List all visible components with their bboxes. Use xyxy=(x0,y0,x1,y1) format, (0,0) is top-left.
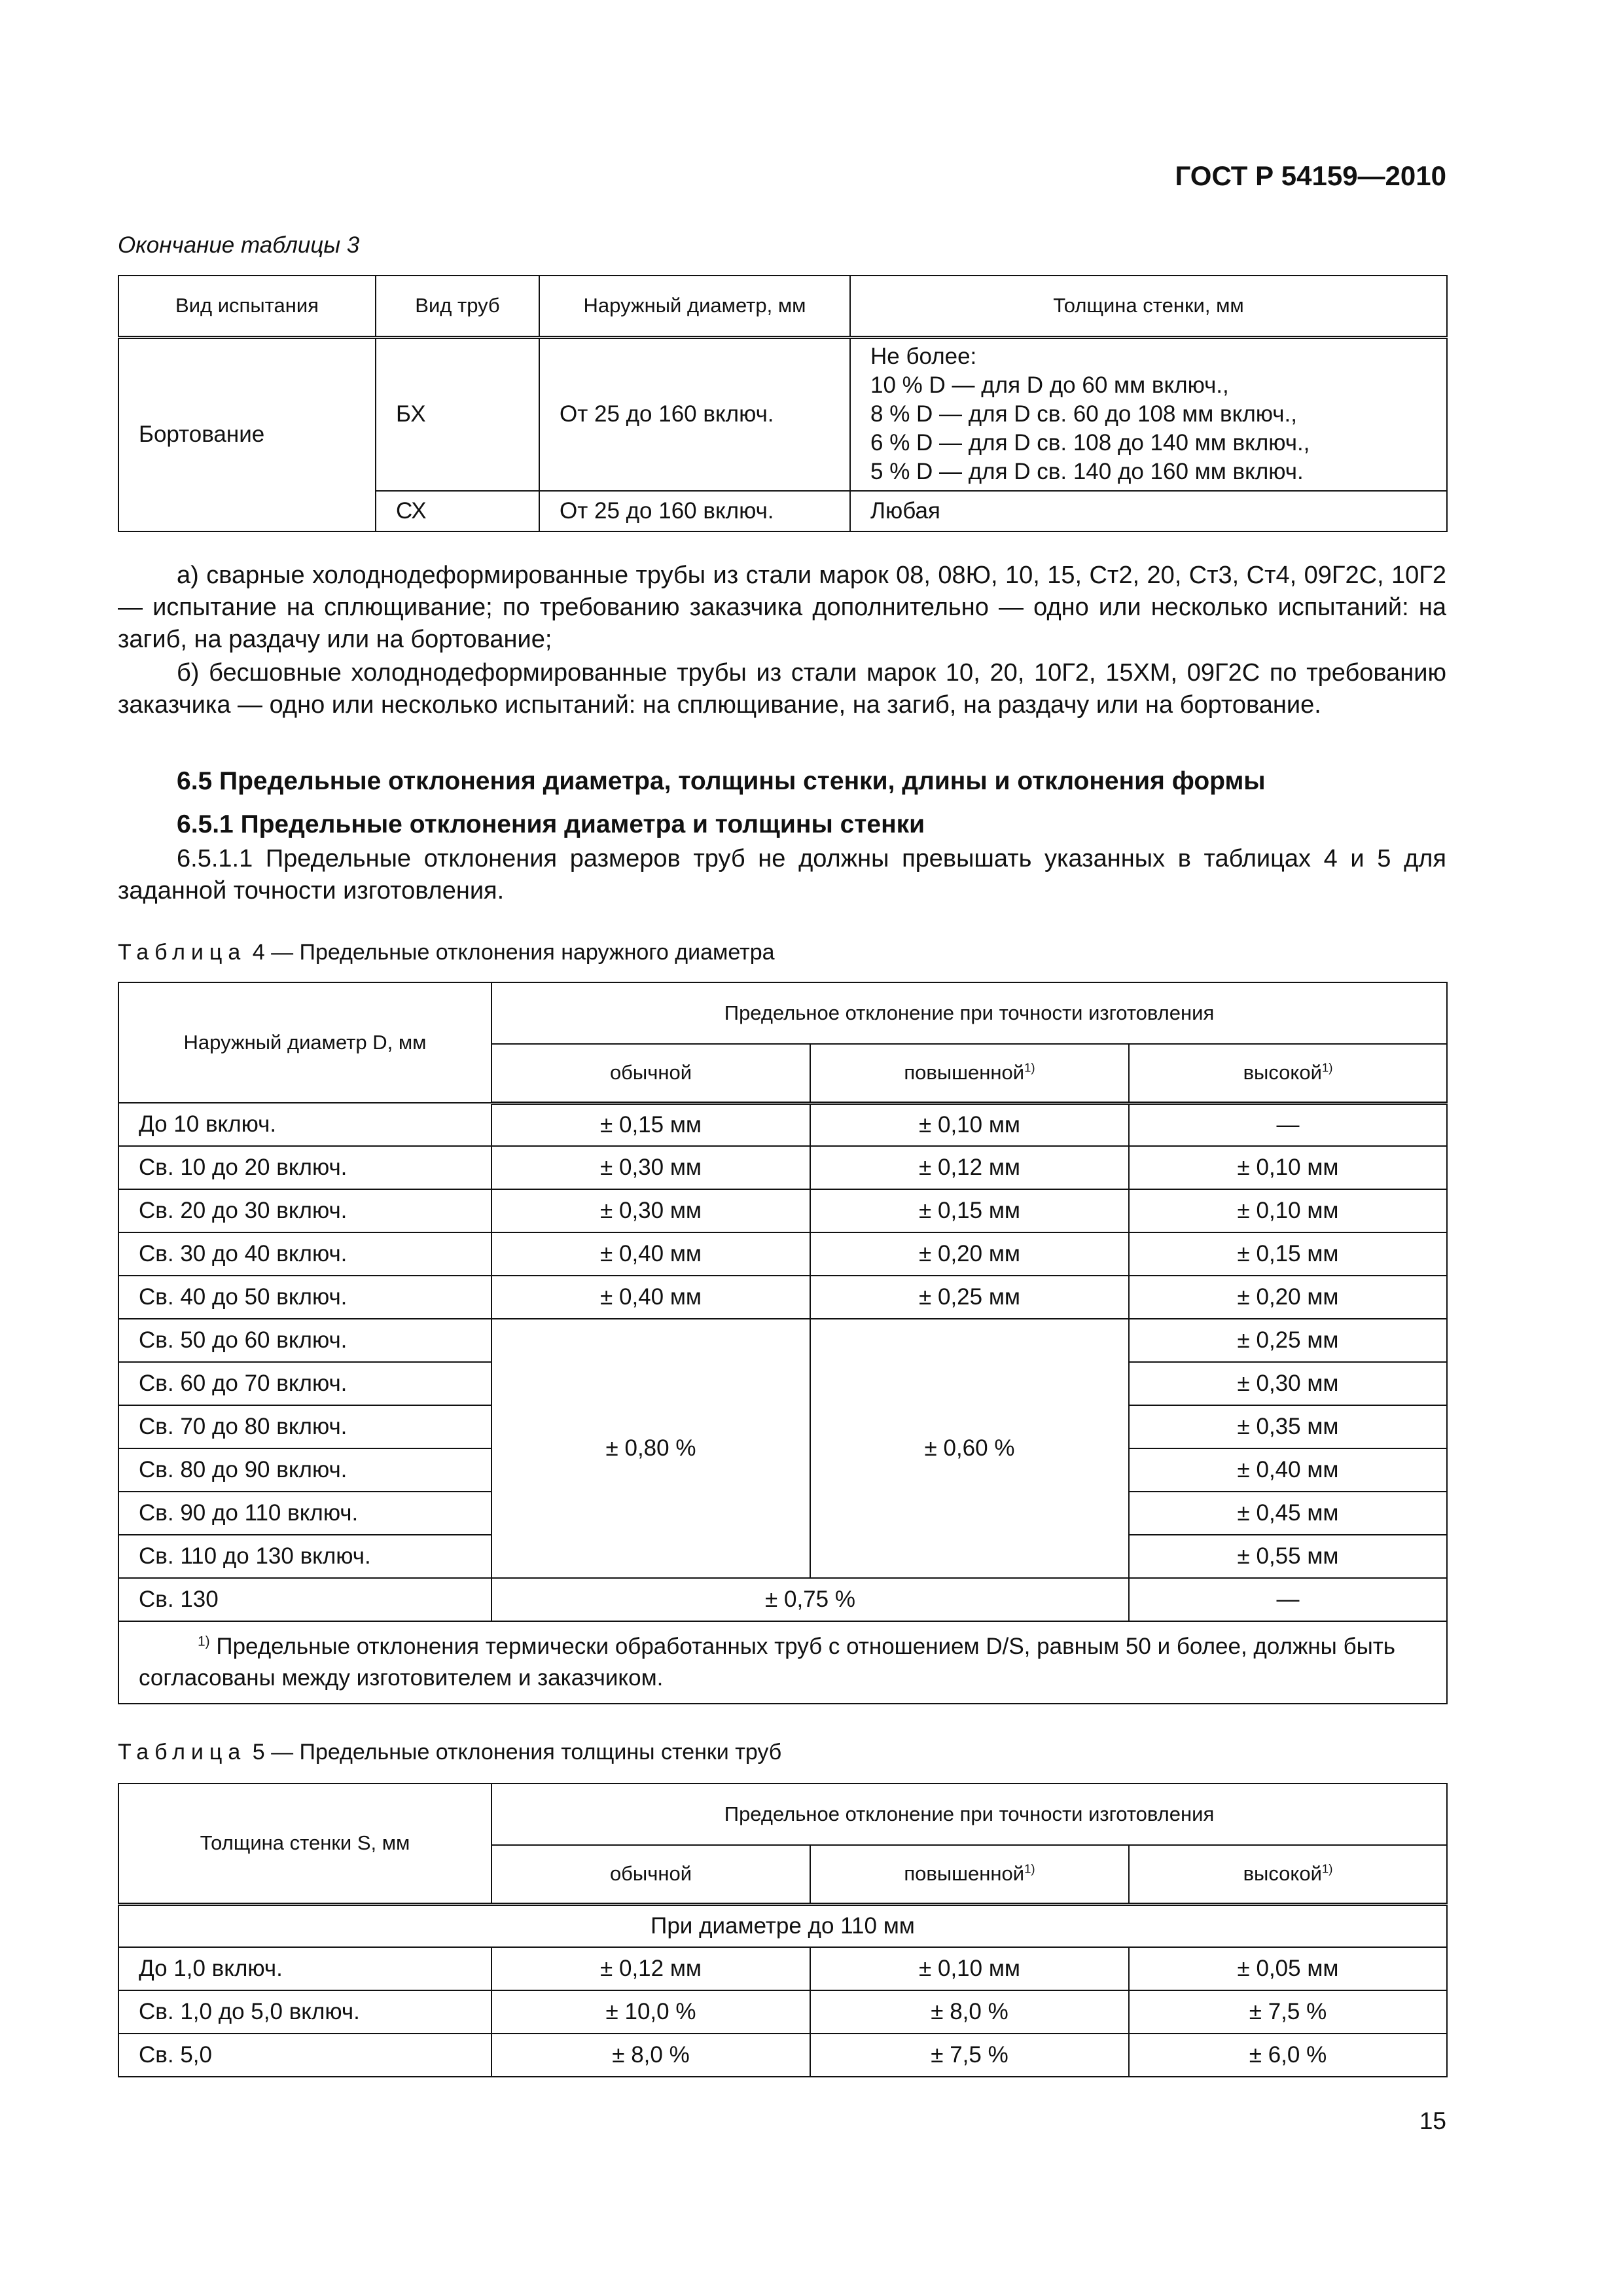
table4-diameter: Св. 50 до 60 включ. xyxy=(118,1319,491,1362)
table5-header-thickness: Толщина стенки S, мм xyxy=(118,1784,491,1904)
document-code: ГОСТ Р 54159—2010 xyxy=(1175,160,1446,191)
footnote-mark: 1) xyxy=(1024,1060,1035,1075)
table4-diameter: Св. 80 до 90 включ. xyxy=(118,1448,491,1492)
table5-thickness: Св. 1,0 до 5,0 включ. xyxy=(118,1990,491,2034)
table4-increased: ± 0,20 мм xyxy=(810,1232,1129,1276)
table4-diameter: Св. 110 до 130 включ. xyxy=(118,1535,491,1578)
table4-high: ± 0,15 мм xyxy=(1129,1232,1447,1276)
table4-header-diameter: Наружный диаметр D, мм xyxy=(118,982,491,1103)
table4-header-increased xyxy=(810,1044,1129,1103)
table4-high: ± 0,40 мм xyxy=(1129,1448,1447,1492)
table3-header-diameter: Наружный диаметр, мм xyxy=(539,276,850,337)
table5-header-normal: обычной xyxy=(491,1845,810,1904)
table4-normal: ± 0,40 мм xyxy=(491,1232,810,1276)
table5-header-increased-label: повышенной xyxy=(904,1862,1025,1886)
table4-diameter: До 10 включ. xyxy=(118,1103,491,1146)
table5-section-row: При диаметре до 110 мм xyxy=(118,1904,1447,1947)
table4-caption xyxy=(118,940,775,965)
table4-high: ± 0,10 мм xyxy=(1129,1189,1447,1232)
table5-normal: ± 0,12 мм xyxy=(491,1947,810,1990)
table5-thickness: Св. 5,0 xyxy=(118,2034,491,2077)
table4-normal: ± 0,30 мм xyxy=(491,1146,810,1189)
footnote-mark: 1) xyxy=(1024,1861,1035,1876)
table3 xyxy=(118,275,1448,532)
page-number: 15 xyxy=(1419,2108,1446,2134)
table4-header-group: Предельное отклонение при точности изготовления xyxy=(491,982,1447,1044)
footnote-mark: 1) xyxy=(198,1634,210,1649)
table4-high: ± 0,45 мм xyxy=(1129,1492,1447,1535)
thickness-line: Не более: xyxy=(870,344,977,370)
table5-caption-title: 5 — Предельные отклонения толщины стенки труб xyxy=(246,1740,782,1765)
table4-header-increased-label: повышенной xyxy=(904,1061,1025,1085)
table4-high: ± 0,35 мм xyxy=(1129,1405,1447,1448)
table4-diameter: Св. 10 до 20 включ. xyxy=(118,1146,491,1189)
table4-caption-word: Таблица xyxy=(118,940,247,965)
table4-increased: ± 0,15 мм xyxy=(810,1189,1129,1232)
table4-high: ± 0,30 мм xyxy=(1129,1362,1447,1405)
table4-diameter: Св. 130 xyxy=(118,1578,491,1621)
table4-increased-merged: ± 0,60 % xyxy=(810,1319,1129,1578)
table5-high: ± 6,0 % xyxy=(1129,2034,1447,2077)
table5-increased: ± 7,5 % xyxy=(810,2034,1129,2077)
table5 xyxy=(118,1783,1448,2077)
table3-test-type: Бортование xyxy=(118,337,376,531)
table4-high: ± 0,10 мм xyxy=(1129,1146,1447,1189)
table4-increased: ± 0,10 мм xyxy=(810,1103,1129,1146)
table4-caption-title: 4 — Предельные отклонения наружного диаметра xyxy=(246,940,775,965)
footnote-mark: 1) xyxy=(1321,1060,1333,1075)
table4-high: ± 0,55 мм xyxy=(1129,1535,1447,1578)
table5-header-increased xyxy=(810,1845,1129,1904)
table4-high: — xyxy=(1129,1103,1447,1146)
table4 xyxy=(118,982,1448,1704)
table3-diameter: От 25 до 160 включ. xyxy=(539,491,850,531)
table4-normal-increased-merged: ± 0,75 % xyxy=(491,1578,1129,1621)
table4-normal-merged: ± 0,80 % xyxy=(491,1319,810,1578)
table4-diameter: Св. 20 до 30 включ. xyxy=(118,1189,491,1232)
table4-header-normal: обычной xyxy=(491,1044,810,1103)
table3-pipe: БХ xyxy=(376,337,539,491)
thickness-line: 6 % D — для D св. 108 до 140 мм включ., xyxy=(870,430,1310,456)
table5-header-high xyxy=(1129,1845,1447,1904)
paragraph-a: а) сварные холоднодеформированные трубы из стали марок 08, 08Ю, 10, 15, Ст2, 20, Ст3, Ст4, 09Г2С, 10Г2 — испытание на сплющивание; по требованию заказчика дополнительно — одно или несколько испытаний: на загиб, на раздачу или на бортование; xyxy=(118,562,1446,653)
table5-header-group: Предельное отклонение при точности изготовления xyxy=(491,1784,1447,1845)
table4-footnote-text: Предельные отклонения термически обработанных труб с отношением D/S, равным 50 и более, должны быть согласованы между изготовителем и заказчиком. xyxy=(139,1634,1396,1691)
footnote-mark: 1) xyxy=(1321,1861,1333,1876)
table4-diameter: Св. 30 до 40 включ. xyxy=(118,1232,491,1276)
thickness-line: 10 % D — для D до 60 мм включ., xyxy=(870,372,1229,399)
table5-high: ± 7,5 % xyxy=(1129,1990,1447,2034)
table5-thickness: До 1,0 включ. xyxy=(118,1947,491,1990)
table4-footnote xyxy=(118,1621,1447,1704)
table4-increased: ± 0,25 мм xyxy=(810,1276,1129,1319)
table3-diameter: От 25 до 160 включ. xyxy=(539,337,850,491)
table4-normal: ± 0,40 мм xyxy=(491,1276,810,1319)
table3-caption: Окончание таблицы 3 xyxy=(118,232,360,258)
thickness-line: 8 % D — для D св. 60 до 108 мм включ., xyxy=(870,401,1297,427)
table4-normal: ± 0,30 мм xyxy=(491,1189,810,1232)
table3-header-pipe: Вид труб xyxy=(376,276,539,337)
table4-header-high xyxy=(1129,1044,1447,1103)
table4-diameter: Св. 90 до 110 включ. xyxy=(118,1492,491,1535)
table5-normal: ± 10,0 % xyxy=(491,1990,810,2034)
table4-high: — xyxy=(1129,1578,1447,1621)
table3-thickness xyxy=(850,337,1447,491)
table5-high: ± 0,05 мм xyxy=(1129,1947,1447,1990)
table3-pipe: СХ xyxy=(376,491,539,531)
table4-normal: ± 0,15 мм xyxy=(491,1103,810,1146)
paragraph-6-5-1-1: 6.5.1.1 Предельные отклонения размеров труб не должны превышать указанных в таблицах 4 и 5 для заданной точности изготовления. xyxy=(118,845,1446,905)
table4-header-high-label: высокой xyxy=(1243,1061,1322,1085)
table5-increased: ± 8,0 % xyxy=(810,1990,1129,2034)
table4-diameter: Св. 40 до 50 включ. xyxy=(118,1276,491,1319)
paragraph-b: б) бесшовные холоднодеформированные трубы из стали марок 10, 20, 10Г2, 15ХМ, 09Г2С по требованию заказчика — одно или несколько испытаний: на сплющивание, на загиб, на раздачу или на бортование. xyxy=(118,659,1446,719)
table4-diameter: Св. 60 до 70 включ. xyxy=(118,1362,491,1405)
table3-thickness: Любая xyxy=(850,491,1447,531)
section-heading-6-5-1: 6.5.1 Предельные отклонения диаметра и толщины стенки xyxy=(177,810,925,838)
table5-increased: ± 0,10 мм xyxy=(810,1947,1129,1990)
table5-header-high-label: высокой xyxy=(1243,1862,1322,1886)
table4-diameter: Св. 70 до 80 включ. xyxy=(118,1405,491,1448)
thickness-line: 5 % D — для D св. 140 до 160 мм включ. xyxy=(870,459,1304,485)
table3-header-thickness: Толщина стенки, мм xyxy=(850,276,1447,337)
table5-caption-word: Таблица xyxy=(118,1740,247,1765)
table4-increased: ± 0,12 мм xyxy=(810,1146,1129,1189)
section-heading-6-5: 6.5 Предельные отклонения диаметра, толщины стенки, длины и отклонения формы xyxy=(177,767,1266,795)
table5-normal: ± 8,0 % xyxy=(491,2034,810,2077)
table3-header-test: Вид испытания xyxy=(118,276,376,337)
table4-high: ± 0,20 мм xyxy=(1129,1276,1447,1319)
table5-caption xyxy=(118,1740,781,1765)
table4-high: ± 0,25 мм xyxy=(1129,1319,1447,1362)
